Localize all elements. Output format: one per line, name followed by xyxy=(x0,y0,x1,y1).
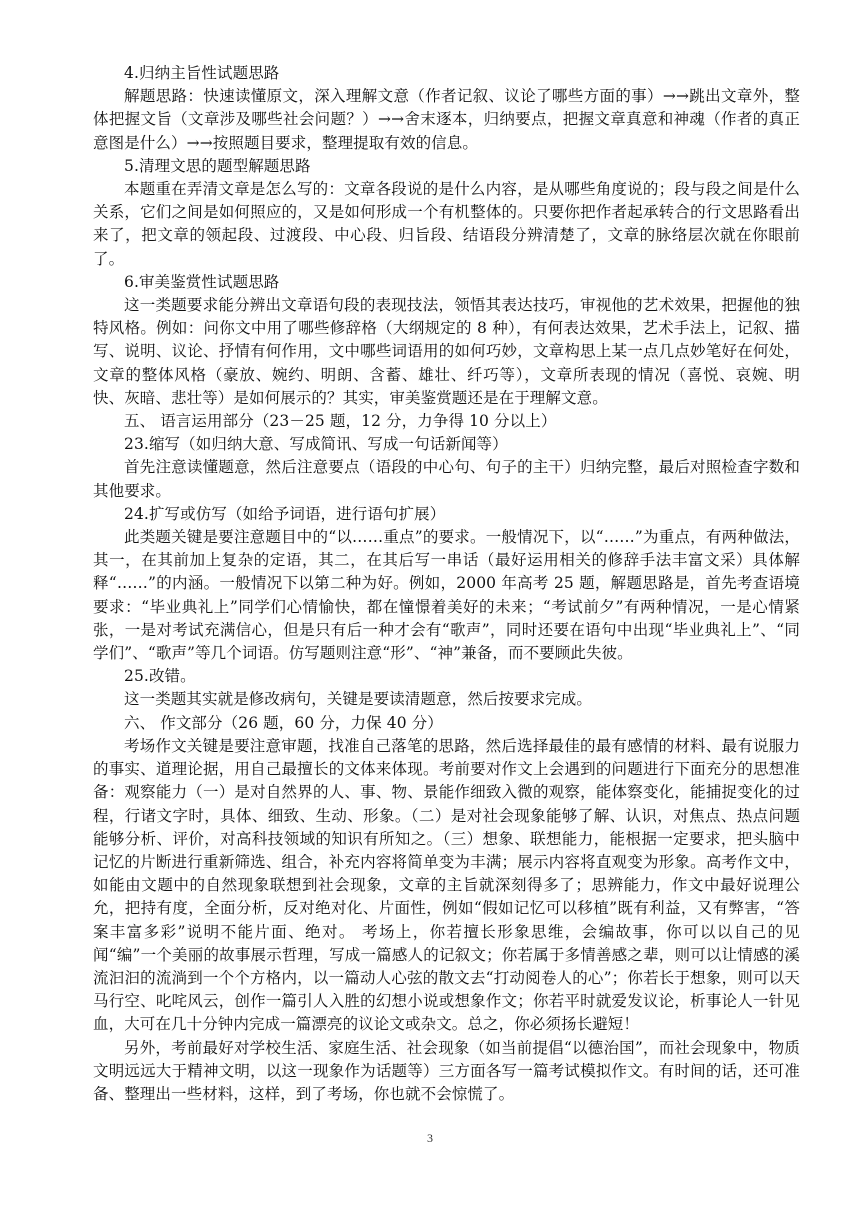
section-heading-5: 五、 语言运用部分（23－25 题，12 分，力争得 10 分以上） xyxy=(124,412,557,431)
paragraph: 另外，考前最好对学校生活、家庭生活、社会现象（如当前提倡“以德治国”，而社会现象中，物质文明远远大于精神文明，以这一现象作为话题等）三方面各写一篇考试模拟作文。有时间的话，还可准备、整理出一些材料，这样，到了考场，你也就不会惊慌了。 xyxy=(93,1038,800,1103)
paragraph: 解题思路：快速读懂原文，深入理解文意（作者记叙、议论了哪些方面的事）→→跳出文章外，整体把握文旨（文章涉及哪些社会问题？）→→舍末逐本，归纳要点，把握文章真意和神魂（作者的真正意图是什么）→→按照题目要求，整理提取有效的信息。 xyxy=(93,87,800,152)
heading-5: 5.清理文思的题型解题思路 xyxy=(124,156,311,175)
heading-24: 24.扩写或仿写（如给予词语，进行语句扩展） xyxy=(124,504,446,523)
heading-25: 25.改错。 xyxy=(124,667,196,686)
paragraph: 这一类题要求能分辨出文章语句段的表现技法，领悟其表达技巧，审视他的艺术效果，把握他的独特风格。例如：问你文中用了哪些修辞格（大纲规定的 8 种），有何表达效果，艺术手法上，记叙、描写、说明、议论、抒情有何作用，文中哪些词语用的如何巧妙，文章构思上某一点几点妙笔好在何处，文章的整体风格（豪放、婉约、明朗、含蓄、雄壮、纤巧等），文章所表现的情况（喜悦、哀婉、明快、灰暗、悲壮等）是如何展示的？其实，审美鉴赏题还是在于理解文意。 xyxy=(93,296,800,407)
heading-23: 23.缩写（如归纳大意、写成简讯、写成一句话新闻等） xyxy=(124,435,508,454)
page-number: 3 xyxy=(427,1131,433,1145)
paragraph: 本题重在弄清文章是怎么写的：文章各段说的是什么内容，是从哪些角度说的；段与段之间是什么关系，它们之间是如何照应的，又是如何形成一个有机整体的。只要你把作者起承转合的行文思路看出来了，把文章的领起段、过渡段、中心段、归旨段、结语段分辨清楚了，文章的脉络层次就在你眼前了。 xyxy=(93,180,800,268)
paragraph: 考场作文关键是要注意审题，找准自己落笔的思路，然后选择最佳的最有感情的材料、最有说服力的事实、道理论据，用自己最擅长的文体来体现。考前要对作文上会遇到的问题进行下面充分的思想准备：观察能力（一）是对自然界的人、事、物、景能作细致入微的观察，能体察变化，能捕捉变化的过程，行诸文字时，具体、细致、生动、形象。（二）是对社会现象能够了解、认识，对焦点、热点问题能够分析、评价，对高科技领域的知识有所知之。（三）想象、联想能力，能根据一定要求，把头脑中记忆的片断进行重新筛选、组合，补充内容将简单变为丰满；展示内容将直观变为形象。高考作文中，如能由文题中的自然现象联想到社会现象，文章的主旨就深刻得多了；思辨能力，作文中最好说理公允，把持有度，全面分析，反对绝对化、片面性，例如“假如记忆可以移植”既有利益，又有弊害，“答案丰富多彩”说明不能片面、绝对。 考场上，你若擅长形象思维，会编故事，你可以以自己的见闻“编”一个美丽的故事展示哲理，写成一篇感人的记叙文；你若属于多情善感之辈，则可以让情感的溪流汩汩的流淌到一个个方格内，以一篇动人心弦的散文去“打动阅卷人的心”；你若长于想象，则可以天马行空、叱咤风云，创作一篇引人入胜的幻想小说或想象作文；你若平时就爱发议论，析事论人一针见血，大可在几十分钟内完成一篇漂亮的议论文或杂文。总之，你必须扬长避短！ xyxy=(93,736,800,1034)
section-heading-6: 六、 作文部分（26 题，60 分，力保 40 分） xyxy=(124,713,443,732)
paragraph: 首先注意读懂题意，然后注意要点（语段的中心句、句子的主干）归纳完整，最后对照检查字数和其他要求。 xyxy=(93,458,800,500)
heading-4: 4.归纳主旨性试题思路 xyxy=(124,64,280,82)
heading-6: 6.审美鉴赏性试题思路 xyxy=(124,272,280,291)
paragraph: 此类题关键是要注意题目中的“以……重点”的要求。一般情况下，以“……”为重点，有两种做法，其一，在其前加上复杂的定语，其二，在其后写一串话（最好运用相关的修辞手法丰富文采）具体解释“……”的内涵。一般情况下以第二种为好。例如，2000 年高考 25 题，解题思路是，首先考查语境要求：“毕业典礼上”同学们心情愉快，都在憧憬着美好的未来；“考试前夕”有两种情况，一是心情紧张，一是对考试充满信心，但是只有后一种才会有“歌声”，同时还要在语句中出现“毕业典礼上”、“同学们”、“歌声”等几个词语。仿写题则注意“形”、“神”兼备，而不要顾此失彼。 xyxy=(93,528,800,663)
paragraph: 这一类题其实就是修改病句，关键是要读清题意，然后按要求完成。 xyxy=(124,690,593,709)
document-body xyxy=(93,62,800,1106)
